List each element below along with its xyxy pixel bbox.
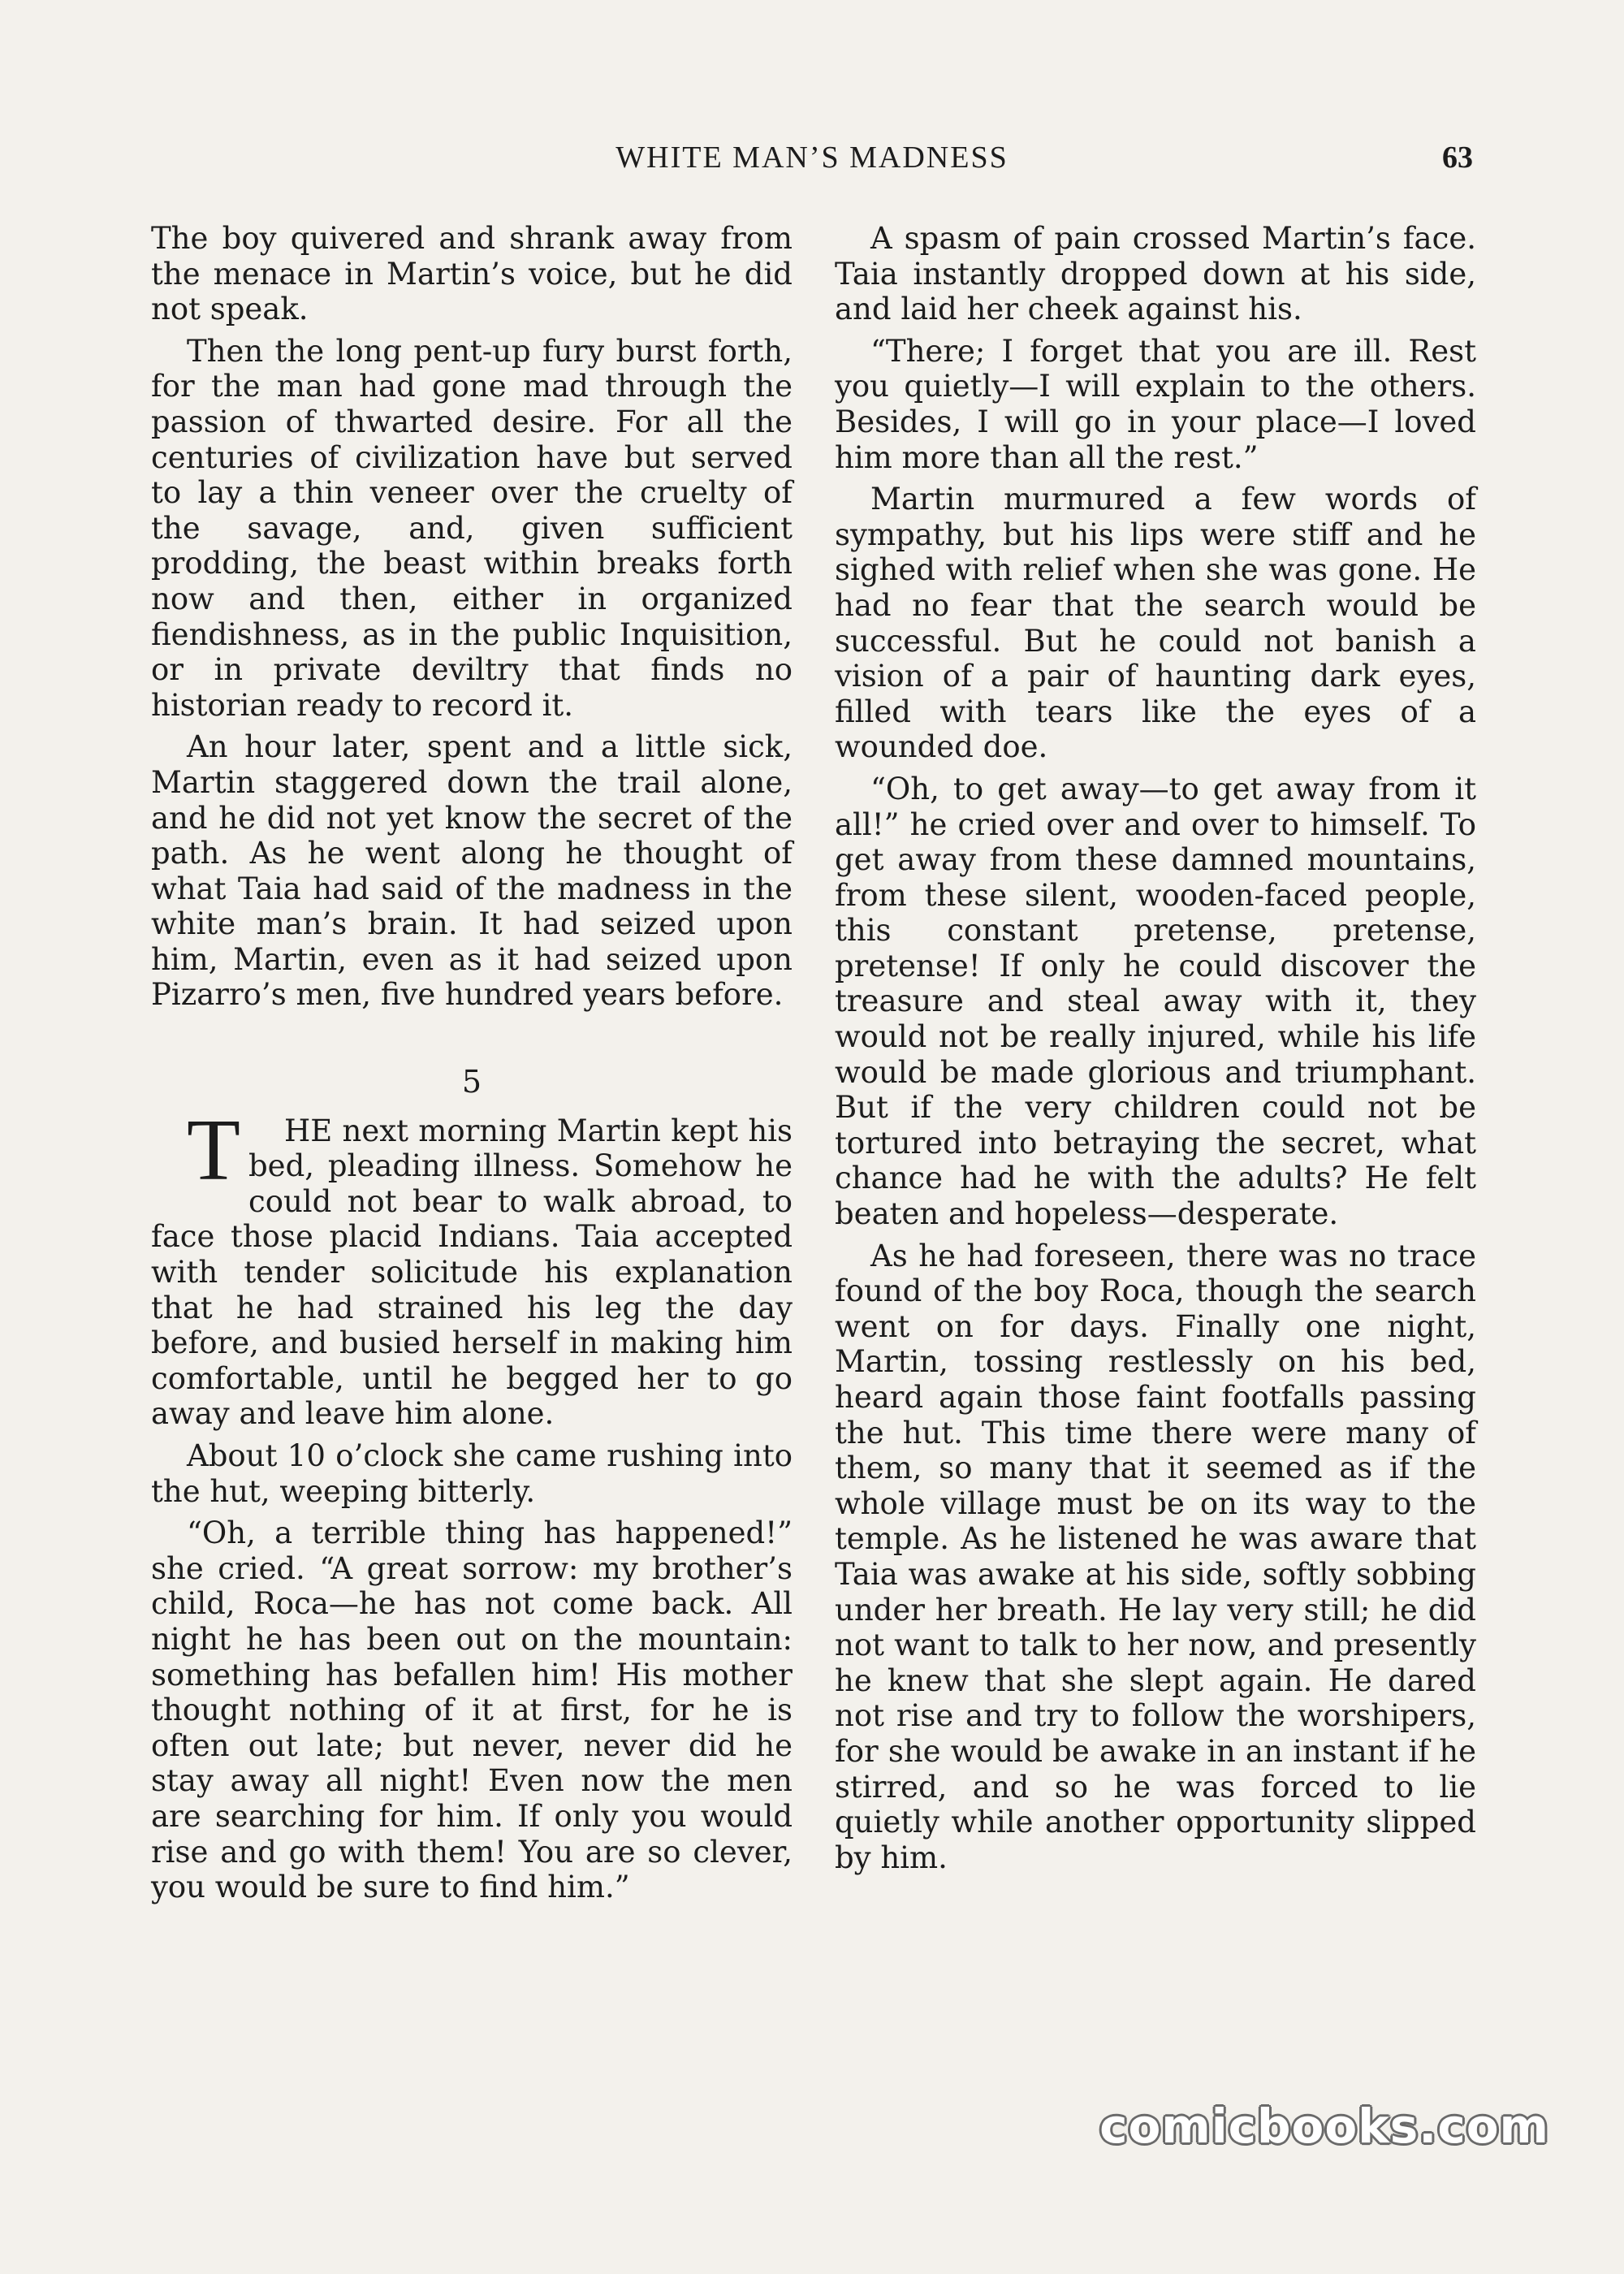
drop-cap: T [187, 1101, 240, 1199]
section-opening-paragraph [151, 1101, 793, 1432]
left-column [151, 221, 793, 1912]
watermark-logo: comicbooks.com [1099, 2099, 1549, 2154]
paragraph: An hour later, spent and a little sick, Martin staggered down the trail alone, and he did not yet know the secret of the path. As he went along he thought of what Taia had said of the madness in the white man’s brain. It had seized upon him, Martin, even as it had seized upon Pizarro’s men, five hundred years before. [151, 729, 793, 1013]
paragraph: “There; I forget that you are ill. Rest you quietly—I will explain to the others. Besides, I will go in your place—I loved him more than all the rest.” [835, 333, 1476, 475]
running-title: WHITE MAN’S MADNESS [615, 141, 1009, 175]
running-head [151, 140, 1473, 188]
paragraph: Then the long pent-up fury burst forth, for the man had gone mad through the passion of thwarted desire. For all the centuries of civilization have but served to lay a thin veneer over the cruelty of the savage, and, given sufficient prodding, the beast within breaks forth now and then, either in organized fiendishness, as in the public Inquisition, or in private deviltry that finds no historian ready to record it. [151, 333, 793, 723]
section-number: 5 [461, 1064, 482, 1100]
page-number: 63 [1442, 141, 1473, 175]
paragraph: “Oh, to get away—to get away from it all!” he cried over and over to himself. To get away from these damned mountains, from these silent, wooden-faced people, this constant pretense, pretense, pretense! If only he could discover the treasure and steal away with it, they would not be really injured, while his life would be made glorious and triumphant. But if the very children could not be tortured into betraying the secret, what chance had he with the adults? He felt beaten and hopeless—desperate. [835, 771, 1476, 1232]
paragraph: Martin murmured a few words of sympathy, but his lips were stiff and he sighed with relief when she was gone. He had no fear that the search would be successful. But he could not banish a vision of a pair of haunting dark eyes, filled with tears like the eyes of a wounded doe. [835, 482, 1476, 765]
paragraph: “Oh, a terrible thing has happened!” she cried. “A great sorrow: my brother’s child, Roca—he has not come back. All night he has been out on the mountain: something has befallen him! His mother thought nothing of it at first, for he is often out late; but never, never did he stay away all night! Even now the men are searching for him. If only you would rise and go with them! You are so clever, you would be sure to find him.” [151, 1515, 793, 1905]
paragraph: A spasm of pain crossed Martin’s face. Taia instantly dropped down at his side, and laid her cheek against his. [835, 221, 1476, 327]
section-opening-text: HE next morning Martin kept his bed, pleading illness. Somehow he could not bear to walk abroad, to face those placid Indians. Taia accepted with tender solicitude his explanation that he had strained his leg the day before, and busied herself in making him comfortable, until he begged her to go away and leave him alone. [151, 1113, 793, 1432]
paragraph: About 10 o’clock she came rushing into the hut, weeping bitterly. [151, 1438, 793, 1509]
paragraph: As he had foreseen, there was no trace found of the boy Roca, though the search went on for days. Finally one night, Martin, tossing restlessly on his bed, heard again those faint footfalls passing the hut. This time there were many of them, so many that it seemed as if the whole village must be on its way to the temple. As he listened he was aware that Taia was awake at his side, softly sobbing under her breath. He lay very still; he did not want to talk to her now, and presently he knew that she slept again. He dared not rise and try to follow the worshipers, for she would be awake in an instant if he stirred, and so he was forced to lie quietly while another opportunity slipped by him. [835, 1238, 1476, 1875]
right-column [835, 221, 1476, 1882]
paragraph: The boy quivered and shrank away from the menace in Martin’s voice, but he did not speak. [151, 221, 793, 327]
